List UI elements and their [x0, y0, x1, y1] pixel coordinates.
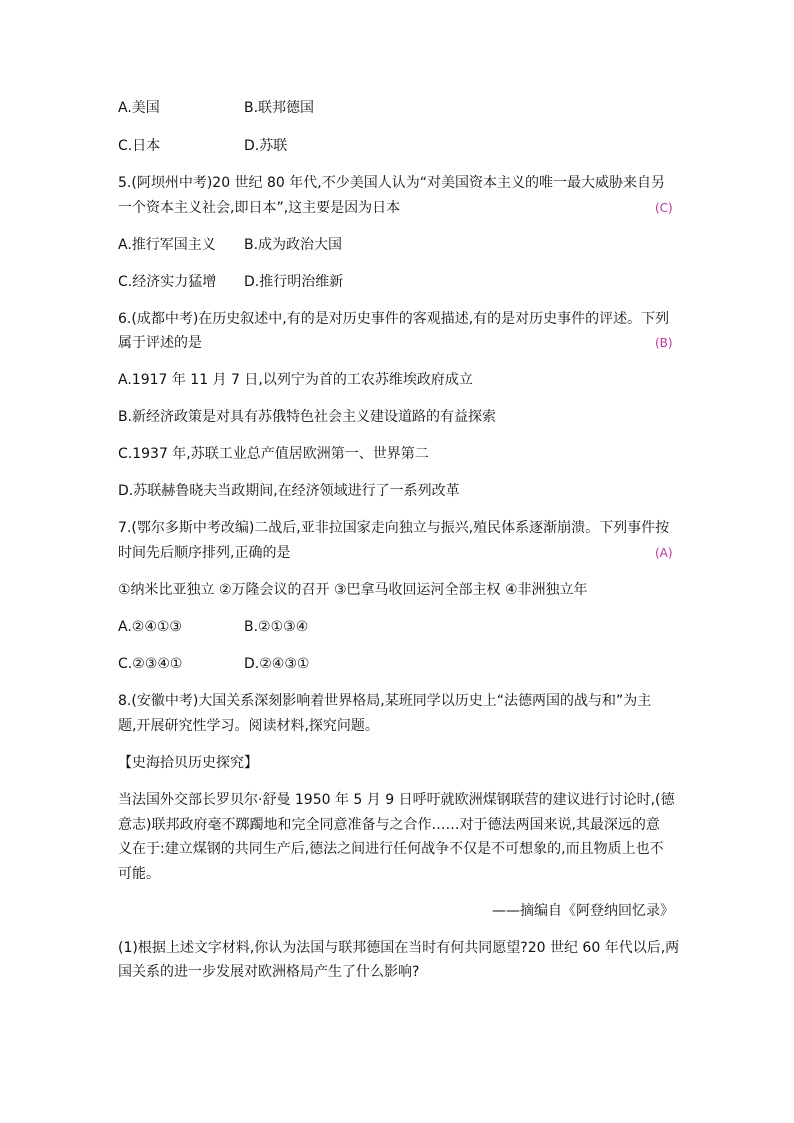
- q8-sub1-line2: 国关系的进一步发展对欧洲格局产生了什么影响?: [118, 964, 420, 980]
- q8-sub1-line1: (1)根据上述文字材料,你认为法国与联邦德国在当时有何共同愿望?20 世纪 60 年代以后,两: [118, 940, 680, 956]
- q8-source: ——摘编自《阿登纳回忆录》: [492, 903, 674, 919]
- q4-option-d: D.苏联: [244, 138, 288, 154]
- q8-material-line2: 意志)联邦政府毫不踯躅地和完全同意准备与之合作……对于德法两国来说,其最深远的意: [118, 817, 660, 833]
- q5-option-d: D.推行明治维新: [244, 274, 344, 290]
- q7-option-c: C.②③④①: [118, 656, 183, 672]
- q6-option-c: C.1937 年,苏联工业总产值居欧洲第一、世界第二: [118, 446, 429, 462]
- q5-stem-line2: 一个资本主义社会,即日本”,这主要是因为日本: [118, 200, 401, 216]
- q6-option-a: A.1917 年 11 月 7 日,以列宁为首的工农苏维埃政府成立: [118, 372, 473, 388]
- q7-option-d: D.②④③①: [244, 656, 310, 672]
- q5-option-b: B.成为政治大国: [244, 237, 343, 253]
- q7-answer: (A): [655, 546, 673, 560]
- q6-option-b: B.新经济政策是对具有苏俄特色社会主义建设道路的有益探索: [118, 409, 497, 425]
- q8-material-line3: 义在于:建立煤钢的共同生产后,德法之间进行任何战争不仅是不可想象的,而且物质上也不: [118, 841, 664, 857]
- q8-material-line1: 当法国外交部长罗贝尔·舒曼 1950 年 5 月 9 日呼吁就欧洲煤钢联营的建议进行讨论时,(德: [118, 792, 675, 808]
- q4-option-a: A.美国: [118, 100, 160, 116]
- q5-answer: (C): [655, 201, 673, 215]
- q4-option-b: B.联邦德国: [244, 100, 315, 116]
- q5-stem-line1: 5.(阿坝州中考)20 世纪 80 年代,不少美国人认为“对美国资本主义的唯一最大威胁来自另: [118, 175, 665, 191]
- q6-option-d: D.苏联赫鲁晓夫当政期间,在经济领域进行了一系列改革: [118, 483, 460, 499]
- q7-events: ①纳米比亚独立 ②万隆会议的召开 ③巴拿马收回运河全部主权 ④非洲独立年: [118, 582, 588, 598]
- q7-option-a: A.②④①③: [118, 619, 182, 635]
- q6-stem-line2: 属于评述的是: [118, 335, 202, 351]
- q6-stem-line1: 6.(成都中考)在历史叙述中,有的是对历史事件的客观描述,有的是对历史事件的评述。下列: [118, 311, 670, 327]
- q5-option-a: A.推行军国主义: [118, 237, 216, 253]
- q5-option-c: C.经济实力猛增: [118, 274, 217, 290]
- q8-section-title: 【史海拾贝历史探究】: [118, 755, 258, 771]
- q8-stem-line1: 8.(安徽中考)大国关系深刻影响着世界格局,某班同学以历史上“法德两国的战与和”为主: [118, 693, 652, 709]
- q7-option-b: B.②①③④: [244, 619, 309, 635]
- q7-stem-line2: 时间先后顺序排列,正确的是: [118, 545, 291, 561]
- q4-option-c: C.日本: [118, 138, 161, 154]
- q6-answer: (B): [655, 336, 673, 350]
- q8-stem-line2: 题,开展研究性学习。阅读材料,探究问题。: [118, 718, 379, 734]
- q7-stem-line1: 7.(鄂尔多斯中考改编)二战后,亚非拉国家走向独立与振兴,殖民体系逐渐崩溃。下列事件按: [118, 520, 670, 536]
- q8-material-line4: 可能。: [118, 866, 160, 882]
